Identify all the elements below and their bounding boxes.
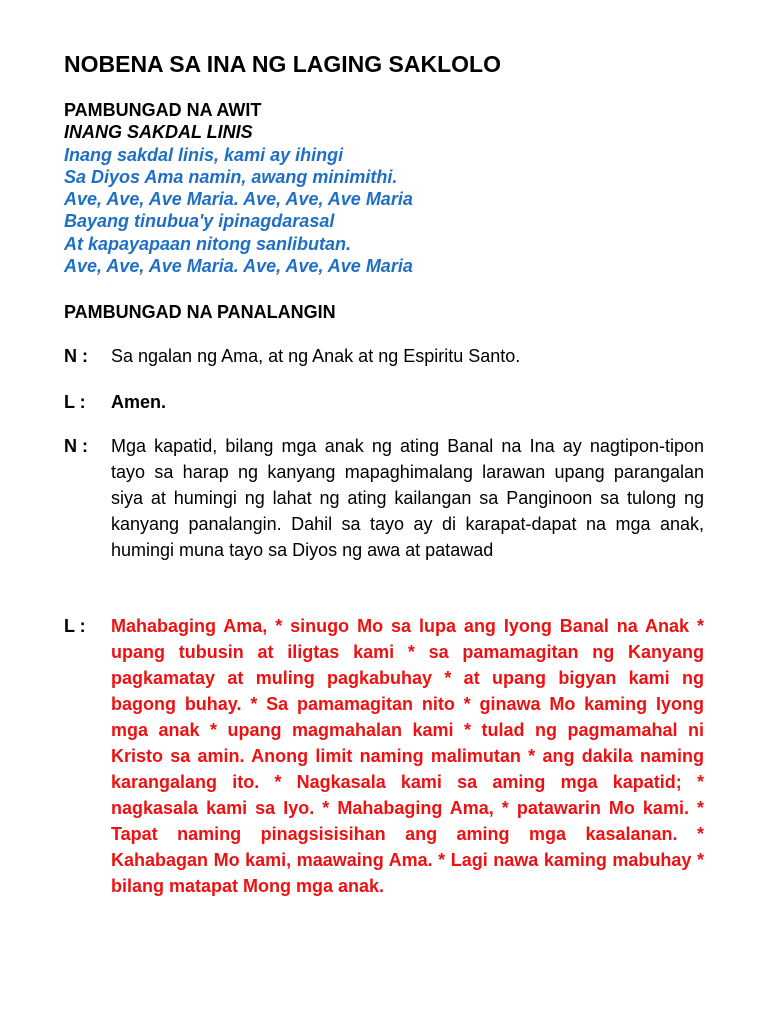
opening-prayer-heading: PAMBUNGAD NA PANALANGIN: [64, 302, 336, 322]
lyric-line: Bayang tinubua'y ipinagdarasal: [64, 211, 335, 232]
entry-text: Mga kapatid, bilang mga anak ng ating Banal na Ina ay nagtipon-tipon tayo sa harap ng kanyang mapaghimalang larawan upang parangalan siya at humingi ng lahat ng ating kailangan sa Panginoon sa tulong ng kanyang panalangin. Dahil sa tayo ay di karapat-dapat na mga anak, humingi muna tayo sa Diyos ng awa at patawad: [111, 436, 704, 560]
song-title: INANG SAKDAL LINIS: [64, 122, 253, 143]
lyric-line: At kapayapaan nitong sanlibutan.: [64, 233, 352, 254]
entry-text: Mahabaging Ama, * sinugo Mo sa lupa ang Iyong Banal na Anak * upang tubusin at iligtas kami * sa pamamagitan ng Kanyang pagkamatay at muling pagkabuhay * at upang bigyan kami ng bagong buhay. * Sa pamamagitan nito * ginawa Mo kaming Iyong mga anak * upang magmahalan kami * tulad ng pagmamahal ni Kristo sa amin. Anong limit naming malimutan * ang dakila naming karangalang ito. * Nagkasala kami sa aming mga kapatid; * nagkasala kami sa Iyo. * Mahabaging Ama, * patawarin Mo kami. * Tapat naming pinagsisisihan ang aming mga kasalanan. * Kahabagan Mo kami, maawaing Ama. * Lagi nawa kaming mabuhay * bilang matapat Mong mga anak.: [111, 616, 704, 896]
lyric-line: Ave, Ave, Ave Maria. Ave, Ave, Ave Maria: [64, 256, 413, 277]
speaker-label: L :: [64, 392, 86, 412]
page-title: NOBENA SA INA NG LAGING SAKLOLO: [64, 51, 501, 77]
speaker-label: N :: [64, 436, 88, 456]
lyric-line: Sa Diyos Ama namin, awang minimithi.: [64, 166, 398, 187]
speaker-label: L :: [64, 616, 86, 636]
opening-song-heading: PAMBUNGAD NA AWIT: [64, 100, 262, 120]
lyric-line: Inang sakdal linis, kami ay ihingi: [64, 144, 344, 165]
lyric-line: Ave, Ave, Ave Maria. Ave, Ave, Ave Maria: [64, 189, 413, 210]
opening-song-section: [64, 99, 413, 277]
speaker-label: N :: [64, 346, 88, 366]
entry-text: Amen.: [111, 392, 167, 412]
entry-text: Sa ngalan ng Ama, at ng Anak at ng Espiritu Santo.: [111, 346, 521, 366]
